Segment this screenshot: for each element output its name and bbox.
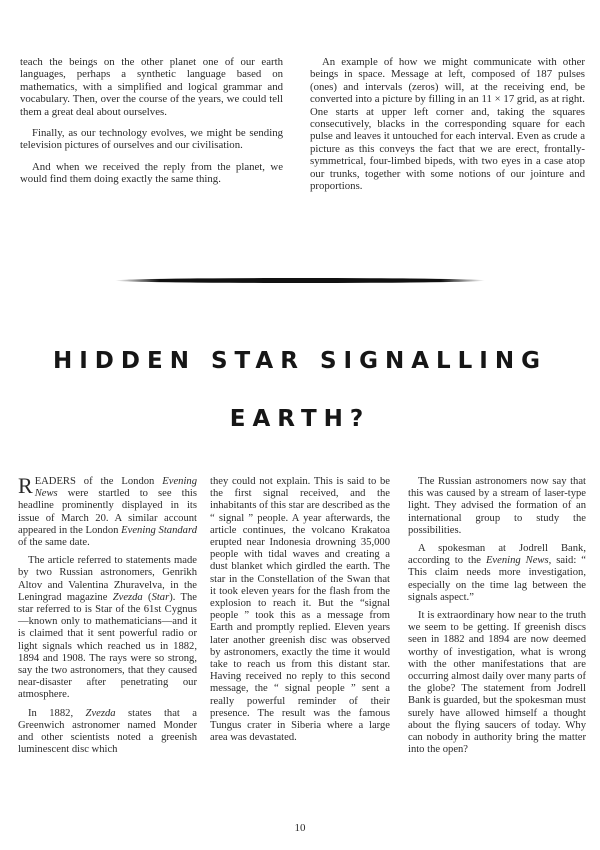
page-number: 10	[294, 822, 306, 834]
drop-cap: R	[18, 473, 33, 498]
technology-paragraph: Finally, as our technology evolves, we might be sending television pictures of ourselves and our civilisation.	[20, 127, 283, 152]
headline-line-1: HIDDEN STAR SIGNALLING	[53, 348, 547, 374]
article-paragraph: In 1882, Zvezda states that a Greenwich astronomer named Monder and other scientists noted a greenish luminescent disc which	[18, 707, 197, 756]
reply-paragraph: And when we received the reply from the planet, we would find them doing exactly the same thing.	[20, 160, 283, 186]
top-right-column	[310, 56, 585, 201]
article-paragraph: The Russian astronomers now say that this was caused by a stream of laser-type light. They advised the formation of an international group to study the possibilities.	[408, 476, 586, 536]
article-paragraph: The article referred to statements made by two Russian astronomers, Genrikh Altov and Valentina Zhuravelva, in the Leningrad magazine Zvezda (Star). The star referred to is Star of the 61st Cygnus—known only to mathematicians—and it is claimed that it sent powerful radio or light signals which reached us in 1882, 1894 and 1908. The rays were so strong, say the two astronomers, that they caused near-disaster after penetrating our atmosphere.	[18, 555, 197, 701]
article-paragraph: A spokesman at Jodrell Bank, according to the Evening News, said: “ This claim needs more investigation, especially on the time lag between the signals aspect.”	[408, 543, 586, 603]
article-column-3	[408, 476, 586, 762]
article-column-1	[18, 473, 197, 762]
continuation-paragraph: teach the beings on the other planet one of our earth languages, perhaps a synthetic language based on mathematics, with a simplified and logical grammar and vocabulary. Then, over the course of the years, we could tell them a great deal about ourselves.	[20, 56, 283, 118]
figure-caption: An example of how we might communicate with other beings in space. Message at left, composed of 187 pulses (ones) and intervals (zeros) will, at the receiving end, be converted into a picture by filling in an 11 × 17 grid, as at right. One starts at upper left corner and, taking the squares consecutively, blacks in the corresponding square for each pulse and leaves it untouched for each interval. Even as crude a picture as this conveys the fact that we are erect, frontally-symmetrical, four-limbed bipeds, with two eyes in a case atop our trunks, together with some notions of our jointure and proportions.	[310, 56, 585, 193]
section-divider	[115, 278, 485, 283]
article-paragraph: READERS of the London Evening News were startled to see this headline prominently displayed in its issue of March 20. A similar account appeared in the London Evening Standard of the same date.	[18, 473, 197, 549]
article-column-2	[210, 476, 390, 750]
headline-line-2: EARTH?	[229, 406, 371, 432]
article-paragraph: they could not explain. This is said to be the first signal received, and the inhabitants of this star are described as the “ signal ” people. A year afterwards, the article continues, the volcano Krakatoa erupted near Indonesia drowning 35,000 people with tidal waves and creating a dust blanket which girdled the earth. The star in the Constellation of the Swan that it took eleven years for the flash from the explosion to reach it. But the “signal people ” took this as a message from Earth and promptly replied. Eleven years later another greenish disc was observed by astronomers, exactly the time it would take to reach us from this distant star. Having received no reply to this second message, the “ signal people ” sent a really powerful reminder of their presence. The result was the famous Tungus crater in Siberia where a large area was devastated.	[210, 476, 390, 744]
top-left-column	[20, 56, 283, 195]
article-paragraph: It is extraordinary how near to the truth we seem to be getting. If greenish discs seen in 1882 and 1894 are now deemed worthy of investigation, what is wrong with the other manifestations that are occurring almost daily over many parts of the globe? The statement from Jodrell Bank is guarded, but the spokesman must surely have allowed himself a thought about the flying saucers of today. Why can nobody in authority bring the matter into the open?	[408, 610, 586, 756]
